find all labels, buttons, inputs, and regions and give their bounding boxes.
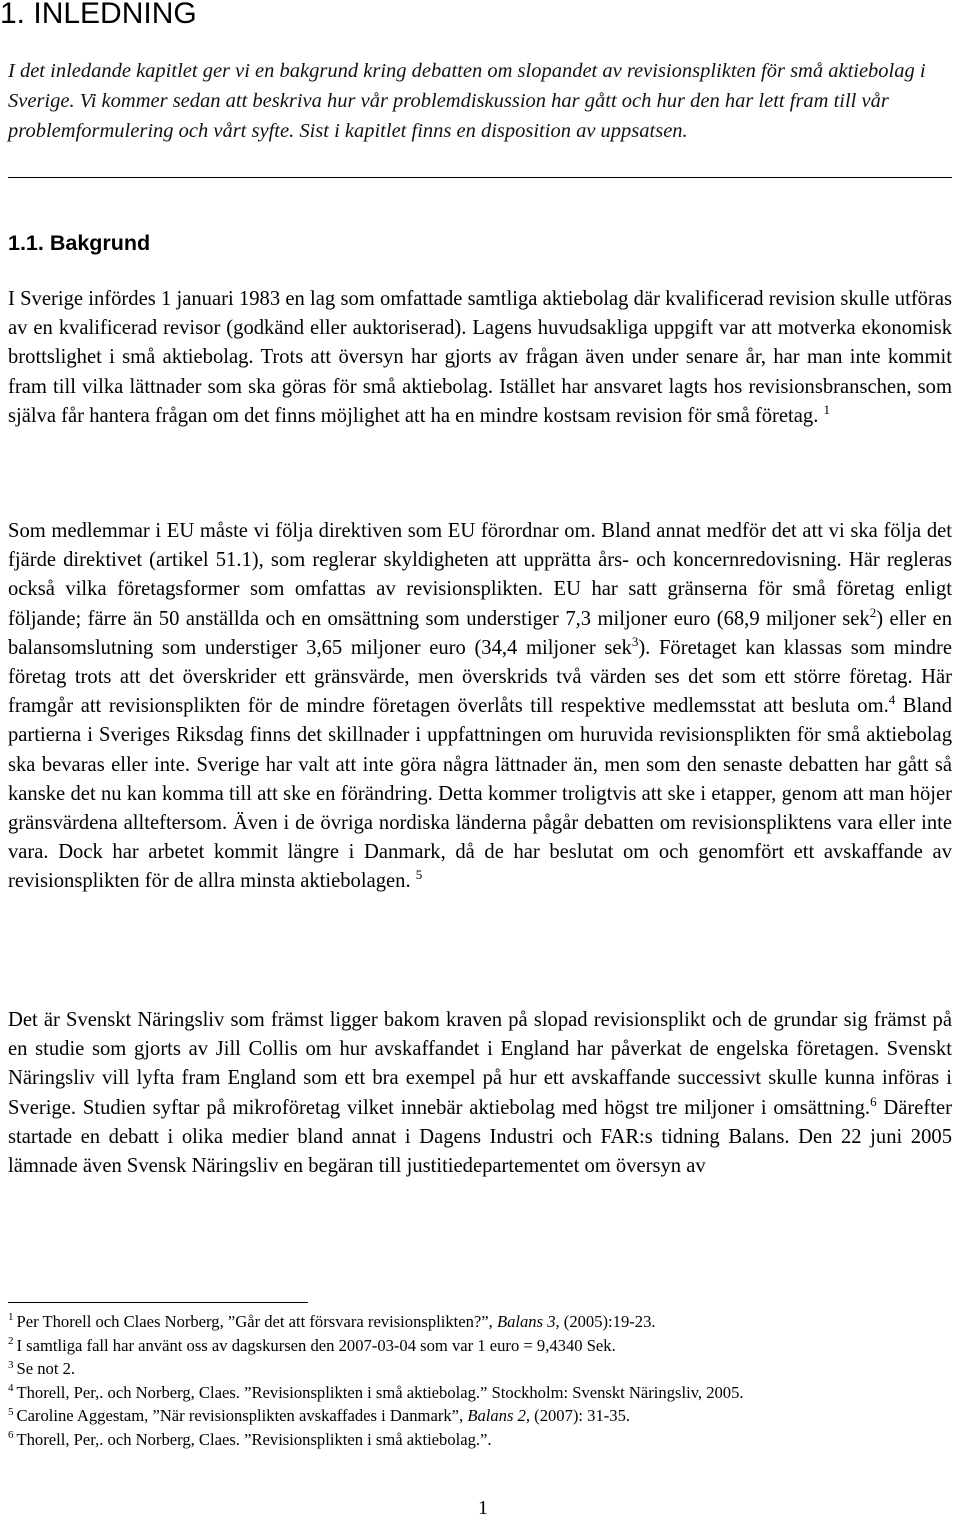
footnote-ref-2: 2 — [869, 604, 877, 620]
footnote-text: Per Thorell och Claes Norberg, ”Går det att försvara revisionsplikten?”, — [16, 1312, 497, 1331]
body-paragraph-1 — [8, 285, 952, 431]
footnote-number: 4 — [8, 1382, 14, 1395]
footnote-text: Se not 2. — [16, 1359, 76, 1379]
footnotes-list — [8, 1310, 952, 1452]
paragraph-text: ) eller en balansomslutning som understiger 3,65 miljoner euro (34,4 miljoner sek — [8, 607, 952, 659]
paragraph-text: ). Företaget kan klassas som mindre företag trots att det överskrider ett gränsvärde, men överskrids två värden ses det som ett större företag. Här framgår att revisionsplikten för de mindre företagen överlåts till respektive medlemsstat att besluta om. — [8, 636, 952, 718]
body-paragraph-3 — [8, 1006, 952, 1181]
body-paragraph-2 — [8, 517, 952, 897]
footnote-text: Thorell, Per,. och Norberg, Claes. ”Revisionsplikten i små aktiebolag.” Stockholm: Svenskt Näringsliv, 2005. — [16, 1382, 744, 1402]
paragraph-text: Bland partierna i Sveriges Riksdag finns det skillnader i uppfattningen om huruvida revisionsplikten för små aktiebolag ska bevaras eller inte. Sverige har valt att inte göra några lättnader än, men som den senaste debatten har gått så kanske det nu kan komma till att ske en förändring. Detta kommer troligtvis att ske i etapper, genom att man höjer gränsvärdena allteftersom. Även i de övriga nordiska länderna pågår debatten om revisionspliktens vara eller inte vara. Dock har arbetet kommit längre i Danmark, då de har beslutat om och genomfört ett avskaffande av revisionsplikten för de allra minsta aktiebolagen. — [8, 695, 953, 893]
footnote-source-italic: Balans 2, — [467, 1406, 531, 1426]
footnote-number: 6 — [8, 1429, 14, 1442]
footnote-ref-1: 1 — [823, 401, 830, 417]
section-heading: 1.1. Bakgrund — [8, 231, 151, 255]
footnote-number: 3 — [8, 1358, 14, 1371]
page-number: 1 — [478, 1497, 488, 1519]
footnote-3 — [8, 1357, 952, 1381]
footnote-text: I samtliga fall har använt oss av dagskursen den 2007-03-04 som var 1 euro = 9,4340 Sek. — [16, 1335, 616, 1355]
footnote-2 — [8, 1334, 952, 1358]
footnote-source-italic: Balans 3, — [496, 1312, 560, 1331]
footnote-4 — [8, 1381, 952, 1405]
intro-divider — [8, 177, 952, 178]
paragraph-text: I Sverige infördes 1 januari 1983 en lag som omfattade samtliga aktiebolag där kvalificerad revision skulle utföras av en kvalificerad revisor (godkänd eller auktoriserad). Lagens huvudsakliga uppgift var att motverka ekonomisk brottslighet i små aktiebolag. Trots att översyn har gjorts av frågan även under senare år, har man inte kommit fram till vilka lättnader som ska göras för små aktiebolag. Istället har ansvaret lagts hos revisionsbranschen, som själva får hantera frågan om det finns möjlighet att ha en mindre kostsam revision för små företag. — [8, 288, 952, 427]
footnote-number: 1 — [8, 1311, 14, 1324]
footnote-5 — [8, 1404, 952, 1428]
paragraph-text: Därefter startade en debatt i olika medier bland annat i Dagens Industri och FAR:s tidning Balans. Den 22 juni 2005 lämnade även Svensk Näringsliv en begäran till justitiedepartementet om översyn av — [8, 1096, 953, 1178]
footnote-1 — [8, 1310, 952, 1334]
footnote-text: (2007): 31-35. — [530, 1406, 631, 1426]
footnote-text: Caroline Aggestam, ”När revisionsplikten avskaffades i Danmark”, — [16, 1406, 468, 1426]
paragraph-text: Det är Svenskt Näringsliv som främst ligger bakom kraven på slopad revisionsplikt och de grundar sig främst på en studie som gjorts av Jill Collis om hur avskaffandet i England har påverkat de engelska företagen. Svenskt Näringsliv vill lyfta fram England som ett bra exempel på hur ett avskaffande successivt skulle kunna införas i Sverige. Studien syftar på mikroföretag vilket innebär aktiebolag med högst tre miljoner i omsättning. — [8, 1009, 952, 1119]
chapter-intro: I det inledande kapitlet ger vi en bakgrund kring debatten om slopandet av revisionsplikten för små aktiebolag i Sverige. Vi kommer sedan att beskriva hur vår problemdiskussion har gått och hur den har lett fram till vår problemformulering och vårt syfte. Sist i kapitlet finns en disposition av uppsatsen. — [8, 60, 926, 142]
footnote-6 — [8, 1428, 952, 1452]
footnote-text: (2005):19-23. — [559, 1312, 656, 1331]
footnote-ref-3: 3 — [631, 633, 639, 649]
footnote-ref-5: 5 — [415, 867, 423, 883]
footnote-ref-6: 6 — [870, 1093, 877, 1109]
footnote-number: 5 — [8, 1405, 14, 1418]
footnote-separator — [8, 1302, 308, 1303]
chapter-title: 1. INLEDNING — [0, 0, 197, 30]
footnote-number: 2 — [8, 1335, 14, 1348]
footnote-text: Thorell, Per,. och Norberg, Claes. ”Revisionsplikten i små aktiebolag.”. — [16, 1429, 492, 1449]
footnote-ref-4: 4 — [888, 692, 896, 708]
paragraph-text: Som medlemmar i EU måste vi följa direktiven som EU förordnar om. Bland annat medför det att vi ska följa det fjärde direktivet (artikel 51.1), som reglerar skyldigheten att upprätta års- och koncernredovisning. Här regleras också vilka företagsformer som omfattas av revisionsplikten. EU har satt gränserna för små företag enligt följande; färre än 50 anställda och en omsättning som understiger 7,3 miljoner euro (68,9 miljoner sek — [8, 520, 952, 630]
